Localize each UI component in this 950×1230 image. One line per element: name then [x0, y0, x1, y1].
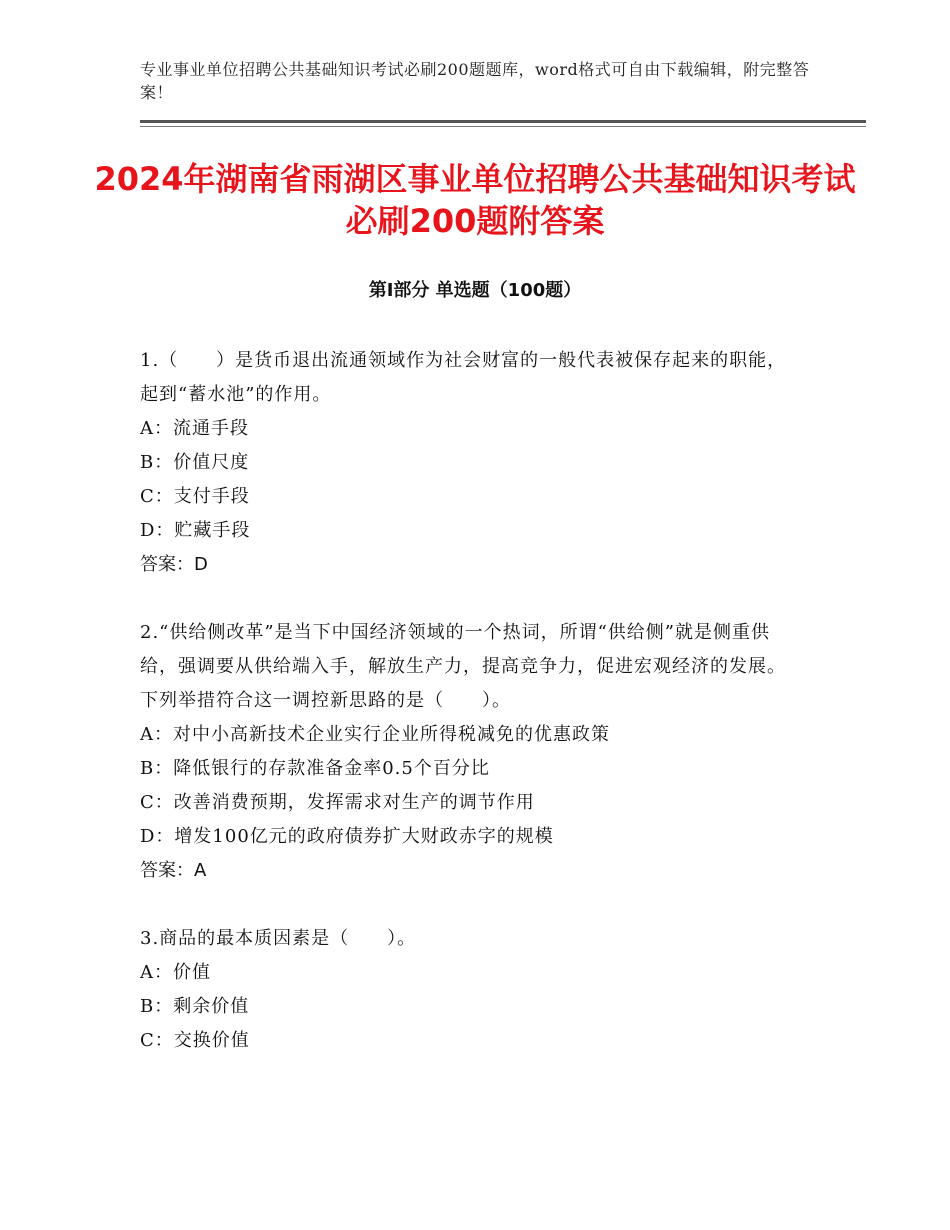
- option-a: A：流通手段: [140, 418, 249, 439]
- option-a: A：对中小高新技术企业实行企业所得税减免的优惠政策: [140, 724, 610, 745]
- question-3: [140, 922, 800, 1058]
- question-list: [140, 344, 800, 1092]
- header-divider-thin: [140, 126, 866, 127]
- option-b: B：降低银行的存款准备金率0.5个百分比: [140, 758, 490, 779]
- header-note: 专业事业单位招聘公共基础知识考试必刷200题题库，word格式可自由下载编辑，附完整答案！: [140, 60, 810, 102]
- question-1: [140, 344, 800, 582]
- option-a: A：价值: [140, 962, 211, 983]
- option-b: B：价值尺度: [140, 452, 250, 473]
- option-d: D：贮藏手段: [140, 520, 251, 541]
- option-d: D：增发100亿元的政府债券扩大财政赤字的规模: [140, 826, 554, 847]
- question-2: [140, 616, 800, 888]
- option-c: C：交换价值: [140, 1030, 250, 1051]
- document-title: 2024年湖南省雨湖区事业单位招聘公共基础知识考试必刷200题附答案: [94, 160, 856, 240]
- question-stem: 2.“供给侧改革”是当下中国经济领域的一个热词，所谓“供给侧”就是侧重供给，强调要从供给端入手，解放生产力，提高竞争力，促进宏观经济的发展。下列举措符合这一调控新思路的是（ ）。: [140, 622, 786, 711]
- header-divider-thick: [140, 120, 866, 123]
- question-stem: 3.商品的最本质因素是（ ）。: [140, 928, 417, 949]
- answer-key: 答案：A: [140, 860, 207, 881]
- option-b: B：剩余价值: [140, 996, 250, 1017]
- section-heading: 第Ⅰ部分 单选题（100题）: [368, 280, 582, 301]
- question-stem: 1.（ ）是货币退出流通领域作为社会财富的一般代表被保存起来的职能，起到“蓄水池”的作用。: [140, 350, 787, 405]
- option-c: C：支付手段: [140, 486, 250, 507]
- option-c: C：改善消费预期，发挥需求对生产的调节作用: [140, 792, 535, 813]
- answer-key: 答案：D: [140, 554, 208, 575]
